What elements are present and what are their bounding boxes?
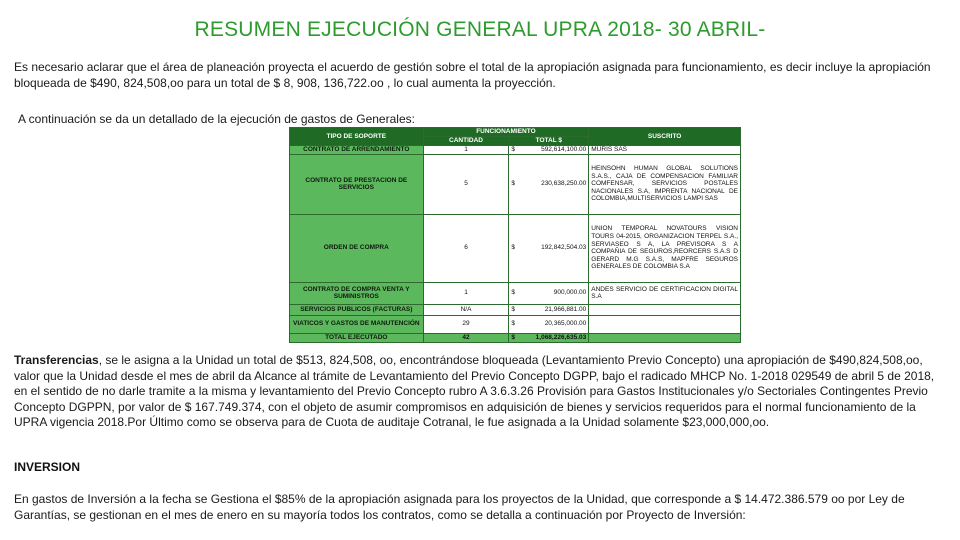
table-row xyxy=(290,315,741,333)
row-cantidad: 29 xyxy=(423,315,509,333)
total-cantidad: 42 xyxy=(423,333,509,342)
row-cantidad: 1 xyxy=(423,282,509,304)
table-row xyxy=(290,154,741,214)
row-cantidad: 1 xyxy=(423,145,509,154)
row-cantidad: 5 xyxy=(423,154,509,214)
table-row xyxy=(290,304,741,315)
row-total: $ 192,842,504.03 xyxy=(509,214,589,282)
row-tipo: CONTRATO DE COMPRA VENTA Y SUMINISTROS xyxy=(290,282,424,304)
row-suscrito xyxy=(589,304,741,315)
header-total: TOTAL $ xyxy=(509,137,589,146)
row-tipo: VIATICOS Y GASTOS DE MANUTENCIÓN xyxy=(290,315,424,333)
transferencias-paragraph xyxy=(14,353,944,431)
row-tipo: CONTRATO DE PRESTACION DE SERVICIOS xyxy=(290,154,424,214)
inversion-paragraph: En gastos de Inversión a la fecha se Gestiona el $85% de la apropiación asignada para los proyectos de la Unidad, que corresponde a $ 14.472.386.579 oo por Ley de Garantías, se gestionan en el mes de enero en su mayoría todos los contratos, como se detalla a continuación por Proyecto de Inversión: xyxy=(14,492,905,522)
header-suscrito: SUSCRITO xyxy=(589,128,741,146)
detail-intro-paragraph: A continuación se da un detallado de la ejecución de gastos de Generales: xyxy=(18,112,415,126)
row-total: $ 20,365,000.00 xyxy=(509,315,589,333)
row-tipo: ORDEN DE COMPRA xyxy=(290,214,424,282)
header-cantidad: CANTIDAD xyxy=(423,137,509,146)
transferencias-text: , se le asigna a la Unidad un total de $513, 824,508, oo, encontrándose bloqueada (Levantamiento Previo Concepto) una apropiación de $490,824,508,oo, valor que la Unidad desde el mes de abril da Alcance al trámite de Levantamiento del Previo Concepto DGPP, bajo el radicado MHCP No. 1-2018 029549 de abril 5 de 2018, en el sentido de no darle tramite a la misma y levantamiento del Previo Concepto rubro A 3.6.3.26 Provisión para Gastos Institucionales y/o Sectoriales Contingentes Previo Concepto DGPPN, por valor de $ 167.749.374, con el objeto de asumir compromisos en adquisición de bienes y servicios requeridos para el normal funcionamiento de la UPRA vigencia 2018.Por Último como se observa para de Cuota de auditaje Cotranal, le fue asignada a la Unidad solamente $23,000,000,oo. xyxy=(14,353,935,430)
row-tipo: SERVICIOS PUBLICOS (FACTURAS) xyxy=(290,304,424,315)
intro-paragraph: Es necesario aclarar que el área de planeación proyecta el acuerdo de gestión sobre el total de la apropiación asignada para funcionamiento, es decir incluye la apropiación bloqueada de $490, 824,508,oo para un total de $ 8, 908, 136,722.oo , lo cual aumenta la proyección. xyxy=(14,60,931,90)
row-cantidad: 6 xyxy=(423,214,509,282)
row-total: $ 900,000.00 xyxy=(509,282,589,304)
total-label: TOTAL EJECUTADO xyxy=(290,333,424,342)
row-suscrito xyxy=(589,315,741,333)
table-row xyxy=(290,145,741,154)
row-total: $ 230,638,250.00 xyxy=(509,154,589,214)
table-row xyxy=(290,282,741,304)
total-suscrito xyxy=(589,333,741,342)
table-row xyxy=(290,214,741,282)
header-tipo: TIPO DE SOPORTE xyxy=(290,128,424,146)
row-total: $ 21,966,881.00 xyxy=(509,304,589,315)
total-value: $ 1,068,226,635.03 xyxy=(509,333,589,342)
row-total: $ 592,614,100.00 xyxy=(509,145,589,154)
row-suscrito: UNION TEMPORAL NOVATOURS VISION TOURS 04-2015, ORGANIZACION TERPEL S.A., SERVIASEO S A, LA PREVISORA S A COMPAÑIA DE SEGUROS,REORCERS S.A.S D GERARD M.G S.A.S, MAPFRE SEGUROS GENERALES DE COLOMBIA S.A xyxy=(589,214,741,282)
inversion-heading: INVERSION xyxy=(14,460,81,474)
header-funcionamiento: FUNCIONAMIENTO xyxy=(423,128,589,137)
total-row xyxy=(290,333,741,342)
execution-table xyxy=(289,127,741,343)
row-cantidad: N/A xyxy=(423,304,509,315)
page-title: RESUMEN EJECUCIÓN GENERAL UPRA 2018- 30 ABRIL- xyxy=(194,18,766,41)
row-tipo: CONTRATO DE ARRENDAMIENTO xyxy=(290,145,424,154)
transferencias-label: Transferencias xyxy=(14,353,99,367)
row-suscrito: MURIS SAS xyxy=(589,145,741,154)
row-suscrito: HEINSOHN HUMAN GLOBAL SOLUTIONS S.A.S., CAJA DE COMPENSACION FAMILIAR COMFENSAR, SERVICIOS POSTALES NACIONALES S.A, IMPRENTA NACIONAL DE COLOMBIA,MULTISERVICIOS LAMPI SAS xyxy=(589,154,741,214)
row-suscrito: ANDES SERVICIO DE CERTIFICACION DIGITAL S.A xyxy=(589,282,741,304)
